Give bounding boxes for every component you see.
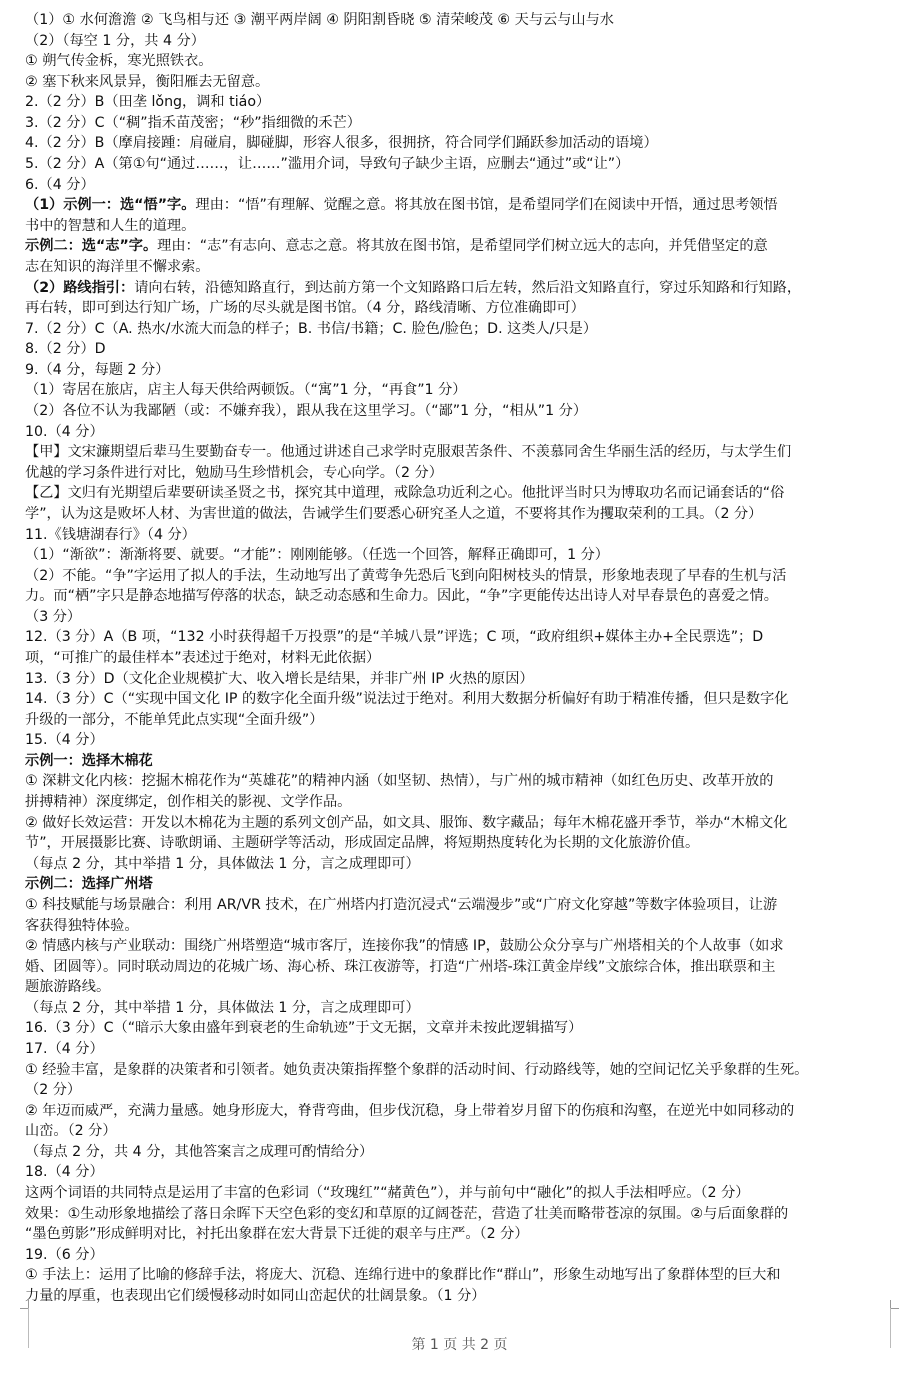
text-line: （2 分） — [25, 1082, 82, 1099]
text-line: （每点 2 分，其中举措 1 分，具体做法 1 分，言之成理即可） — [25, 855, 420, 872]
text-line: 7.（2 分）C（A. 热水/水流大而急的样子；B. 书信/书籍；C. 脸色/脸色；D. 这类人/只是） — [25, 320, 598, 337]
text-line: 17.（4 分） — [25, 1041, 104, 1057]
text-line: 优越的学习条件进行对比，勉励马生珍惜机会，专心向学。（2 分） — [25, 464, 443, 481]
text-line: （2）不能。“争”字运用了拟人的手法，生动地写出了黄莺争先恐后飞到向阳树枝头的情景，形象地表现了早春的生机与活 — [25, 567, 787, 584]
text-line: ① 深耕文化内核：挖掘木棉花作为“英雄花”的精神内涵（如坚韧、热情），与广州的城市精神（如红色历史、改革开放的 — [25, 773, 774, 790]
bold-lead: 示例二：选“志”字。 — [25, 238, 158, 255]
text-line: ① 科技赋能与场景融合：利用 AR/VR 技术，在广州塔内打造沉浸式“云端漫步”或“广府文化穿越”等数字体验项目，让游 — [25, 896, 778, 913]
text-line: 婚、团圆等）。同时联动周边的花城广场、海心桥、珠江夜游等，打造“广州塔-珠江黄金岸线”文旅综合体，推出联票和主 — [25, 958, 776, 975]
text-line: 5.（2 分）A（第①句“通过……，让……”滥用介词，导致句子缺少主语，应删去“通过”或“让”） — [25, 156, 630, 173]
text-line: 效果：①生动形象地描绘了落日余晖下天空色彩的变幻和草原的辽阔苍茫，营造了壮美而略带苍凉的氛围。②与后面象群的 — [25, 1205, 789, 1222]
text-line: 13.（3 分）D（文化企业规模扩大、收入增长是结果，并非广州 IP 火热的原因） — [25, 670, 534, 687]
text-line: 14.（3 分）C（“实现中国文化 IP 的数字化全面升级”说法过于绝对。利用大数据分析偏好有助于精准传播，但只是数字化 — [25, 691, 789, 708]
text-line: （1）“渐欲”：渐渐将要、就要。“才能”：刚刚能够。（任选一个回答，解释正确即可，1 分） — [25, 547, 609, 564]
text-line: 志在知识的海洋里不懈求索。 — [25, 258, 210, 275]
text-line: 山峦。（2 分） — [25, 1123, 117, 1140]
text-line: 8.（2 分）D — [25, 341, 106, 358]
text-line: （2）路线指引：请向右转，沿德知路直行，到达前方第一个文知路路口后左转，然后沿文知路直行，穿过乐知路和行知路， — [25, 279, 802, 296]
text-line: 2.（2 分）B（田垄 lǒng，调和 tiáo） — [25, 94, 271, 111]
text-line: 再右转，即可到达行知广场，广场的尽头就是图书馆。（4 分，路线清晰、方位准确即可） — [25, 300, 585, 317]
text-line: （2）（每空 1 分，共 4 分） — [25, 32, 205, 49]
text-line: 12.（3 分）A（B 项，“132 小时获得超千万投票”的是“羊城八景”评选；C 项，“政府组织+媒体主办+全民票选”；D — [25, 629, 764, 646]
text-line: ① 手法上：运用了比喻的修辞手法，将庞大、沉稳、连绵行进中的象群比作“群山”，形象生动地写出了象群体型的巨大和 — [25, 1267, 781, 1284]
page-corner-mark-right — [890, 1300, 899, 1309]
bold-lead: （2）路线指引： — [25, 279, 135, 296]
text-line: 16.（3 分）C（“暗示大象由盛年到衰老的生命轨迹”于文无据，文章并未按此逻辑描写） — [25, 1020, 583, 1037]
text-line: 力量的厚重，也表现出它们缓慢移动时如同山峦起伏的壮阔景象。（1 分） — [25, 1287, 486, 1304]
text-line: 10.（4 分） — [25, 423, 104, 440]
text-line: ② 塞下秋来风景异，衡阳雁去无留意。 — [25, 73, 270, 90]
text-line: 6.（4 分） — [25, 176, 95, 193]
text-line: ② 年迈而威严，充满力量感。她身形庞大，脊背弯曲，但步伐沉稳，身上带着岁月留下的伤痕和沟壑，在逆光中如同移动的 — [25, 1102, 795, 1119]
text-line: 书中的智慧和人生的道理。 — [25, 217, 196, 234]
text-line: 示例一：选择木棉花 — [25, 752, 153, 769]
text-line: ② 情感内核与产业联动：围绕广州塔塑造“城市客厅，连接你我”的情感 IP，鼓励公众分享与广州塔相关的个人故事（如求 — [25, 938, 784, 955]
text-line: 力。而“栖”字只是静态地描写停落的状态，缺乏动态感和生命力。因此，“争”字更能传达出诗人对早春景色的喜爱之情。 — [25, 588, 778, 605]
text-line: （2）各位不认为我鄙陋（或：不嫌弃我），跟从我在这里学习。（“鄙”1 分，“相从”1 分） — [25, 403, 588, 420]
text-line: ① 朔气传金柝，寒光照铁衣。 — [25, 53, 213, 70]
text-line: 18.（4 分） — [25, 1164, 104, 1181]
page-footer: 第 1 页 共 2 页 — [411, 1337, 508, 1353]
text-line: 11.《钱塘湖春行》（4 分） — [25, 526, 196, 543]
text-line: （1）示例一：选“悟”字。理由：“悟”有理解、觉醒之意。将其放在图书馆，是希望同学们在阅读中开悟，通过思考领悟 — [25, 197, 778, 214]
text-line: （1）① 水何澹澹 ② 飞鸟相与还 ③ 潮平两岸阔 ④ 阴阳割昏晓 ⑤ 清荣峻茂 ⑥ 天与云与山与水 — [25, 12, 614, 28]
text-line: 示例二：选“志”字。理由：“志”有志向、意志之意。将其放在图书馆，是希望同学们树立远大的志向，并凭借坚定的意 — [25, 238, 768, 255]
text-line: ② 做好长效运营：开发以木棉花为主题的系列文创产品，如文具、服饰、数字藏品；每年木棉花盛开季节，举办“木棉文化 — [25, 814, 788, 831]
text-line: 项，“可推广的最佳样本”表述过于绝对，材料无此依据） — [25, 649, 381, 666]
text-line: 拼搏精神）深度绑定，创作相关的影视、文学作品。 — [25, 794, 352, 811]
text-line: （每点 2 分，共 4 分，其他答案言之成理可酌情给分） — [25, 1143, 374, 1160]
text-line: ① 经验丰富，是象群的决策者和引领者。她负责决策指挥整个象群的活动时间、行动路线等，她的空间记忆关乎象群的生死。 — [25, 1061, 809, 1078]
text-line: 学”，认为这是败坏人材、为害世道的做法，告诫学生们要悉心研究圣人之道，不要将其作为攫取荣利的工具。（2 分） — [25, 505, 763, 522]
text-line: 这两个词语的共同特点是运用了丰富的色彩词（“玫瑰红”“赭黄色”），并与前句中“融化”的拟人手法相呼应。（2 分） — [25, 1185, 750, 1202]
text-line: 9.（4 分，每题 2 分） — [25, 361, 170, 378]
text-line: 节”，开展摄影比赛、诗歌朗诵、主题研学等活动，形成固定品牌，将短期热度转化为长期的文化旅游价值。 — [25, 835, 700, 852]
text-line: 4.（2 分）B（摩肩接踵：肩碰肩，脚碰脚，形容人很多，很拥挤，符合同学们踊跃参加活动的语境） — [25, 135, 658, 152]
text-line: 3.（2 分）C（“稠”指禾苗茂密；“秒”指细微的禾芒） — [25, 114, 361, 131]
text-line: 示例二：选择广州塔 — [25, 876, 153, 893]
bold-lead: （1）示例一：选“悟”字。 — [25, 197, 196, 214]
text-line: （3 分） — [25, 608, 82, 625]
text-line: 19.（6 分） — [25, 1246, 104, 1263]
text-line: （每点 2 分，其中举措 1 分，具体做法 1 分，言之成理即可） — [25, 999, 420, 1016]
text-line: “墨色剪影”形成鲜明对比，衬托出象群在宏大背景下迁徙的艰辛与庄严。（2 分） — [25, 1226, 529, 1243]
text-line: 升级的一部分，不能单凭此点实现“全面升级”） — [25, 711, 324, 728]
text-line: 15.（4 分） — [25, 732, 104, 749]
text-line: 题旅游路线。 — [25, 979, 111, 996]
text-line: 【乙】文归有光期望后辈要研读圣贤之书，探究其中道理，戒除急功近利之心。他批评当时只为博取功名而记诵套话的“俗 — [25, 485, 785, 502]
text-line: 客获得独特体验。 — [25, 917, 139, 934]
text-line: 【甲】文宋濂期望后辈马生要勤奋专一。他通过讲述自己求学时克服艰苦条件、不羡慕同舍生华丽生活的经历，与太学生们 — [25, 444, 792, 461]
text-line: （1）寄居在旅店，店主人每天供给两顿饭。（“寓”1 分，“再食”1 分） — [25, 382, 467, 399]
